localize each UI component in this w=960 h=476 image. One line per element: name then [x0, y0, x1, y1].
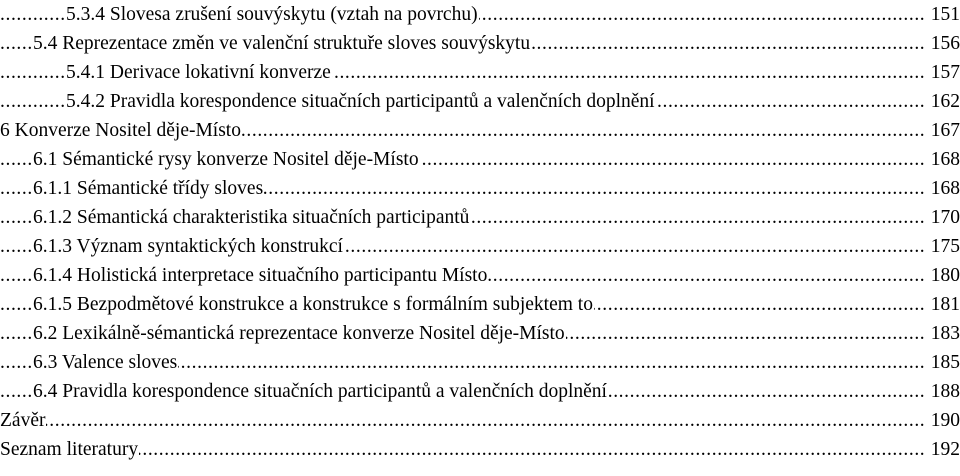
toc-entry[interactable]: [0, 58, 960, 87]
toc-entry-page: 156: [930, 29, 960, 58]
toc-entry-page: 170: [930, 203, 960, 232]
toc-entry[interactable]: [0, 116, 960, 145]
toc-entry-link[interactable]: [0, 261, 960, 290]
toc-entry-page: 180: [930, 261, 960, 290]
toc-entry-page: 190: [930, 406, 960, 435]
toc-entry-link[interactable]: [0, 29, 960, 58]
toc-entry[interactable]: [0, 319, 960, 348]
toc-entry-title: 6.3 Valence sloves: [33, 348, 178, 377]
toc-entry-link[interactable]: [0, 377, 960, 406]
toc-entry[interactable]: [0, 87, 960, 116]
toc-entry[interactable]: [0, 145, 960, 174]
toc-entry-title: 6.1.1 Sémantické třídy sloves: [33, 174, 264, 203]
toc-entry-link[interactable]: [0, 232, 960, 261]
toc-leader-dots: [0, 406, 926, 435]
toc-entry[interactable]: [0, 261, 960, 290]
toc-entry[interactable]: [0, 29, 960, 58]
toc-entry[interactable]: [0, 435, 960, 464]
toc-entry-page: 181: [930, 290, 960, 319]
toc-entry[interactable]: [0, 174, 960, 203]
toc-entry-link[interactable]: [0, 174, 960, 203]
toc-entry-title: 6.1.3 Význam syntaktických konstrukcí: [33, 232, 344, 261]
toc-entry-link[interactable]: [0, 203, 960, 232]
toc-entry[interactable]: [0, 290, 960, 319]
toc-entry-title: 5.4 Reprezentace změn ve valenční struktuře sloves souvýskytu: [33, 29, 531, 58]
toc-entry-link[interactable]: [0, 116, 960, 145]
toc-entry-title: 5.4.1 Derivace lokativní konverze: [66, 58, 332, 87]
toc-entry-link[interactable]: [0, 406, 960, 435]
toc-entry-link[interactable]: [0, 0, 960, 29]
toc-entry-page: 168: [930, 174, 960, 203]
toc-entry-page: 157: [930, 58, 960, 87]
toc-entry-link[interactable]: [0, 58, 960, 87]
toc-entry[interactable]: [0, 203, 960, 232]
toc-entry-title: Seznam literatury: [0, 435, 139, 464]
toc-entry-link[interactable]: [0, 145, 960, 174]
toc-entry-page: 188: [930, 377, 960, 406]
toc-entry-page: 192: [930, 435, 960, 464]
toc-entry-title: 6.4 Pravidla korespondence situačních participantů a valenčních doplnění: [33, 377, 608, 406]
toc-entry-page: 183: [930, 319, 960, 348]
toc-entry-page: 185: [930, 348, 960, 377]
toc-entry-title: 6.1.5 Bezpodmětové konstrukce a konstrukce s formálním subjektem to: [33, 290, 594, 319]
toc-entry[interactable]: [0, 348, 960, 377]
toc-entry-link[interactable]: [0, 348, 960, 377]
toc-entry-page: 168: [930, 145, 960, 174]
toc-entry-link[interactable]: [0, 87, 960, 116]
toc-entry-page: 162: [930, 87, 960, 116]
toc-entry[interactable]: [0, 377, 960, 406]
toc-entry-title: Závěr: [0, 406, 46, 435]
toc-entry-title: 6.2 Lexikálně-sémantická reprezentace konverze Nositel děje-Místo: [33, 319, 566, 348]
toc-entry-link[interactable]: [0, 290, 960, 319]
toc-entry-link[interactable]: [0, 319, 960, 348]
toc-entry-title: 6.1.4 Holistická interpretace situačního participantu Místo: [33, 261, 488, 290]
toc-entry-page: 175: [930, 232, 960, 261]
toc-entry[interactable]: [0, 406, 960, 435]
toc-entry[interactable]: [0, 0, 960, 29]
toc-entry-title: 5.3.4 Slovesa zrušení souvýskytu (vztah na povrchu): [66, 0, 479, 29]
toc-entry-title: 6 Konverze Nositel děje-Místo: [0, 116, 242, 145]
toc-entry-page: 151: [930, 0, 960, 29]
toc-entry-page: 167: [930, 116, 960, 145]
toc-entry-title: 6.1.2 Sémantická charakteristika situačních participantů: [33, 203, 470, 232]
toc-entry[interactable]: [0, 232, 960, 261]
toc-entry-link[interactable]: [0, 435, 960, 464]
toc-entry-title: 6.1 Sémantické rysy konverze Nositel děje-Místo: [33, 145, 420, 174]
toc-entry-title: 5.4.2 Pravidla korespondence situačních participantů a valenčních doplnění: [66, 87, 656, 116]
